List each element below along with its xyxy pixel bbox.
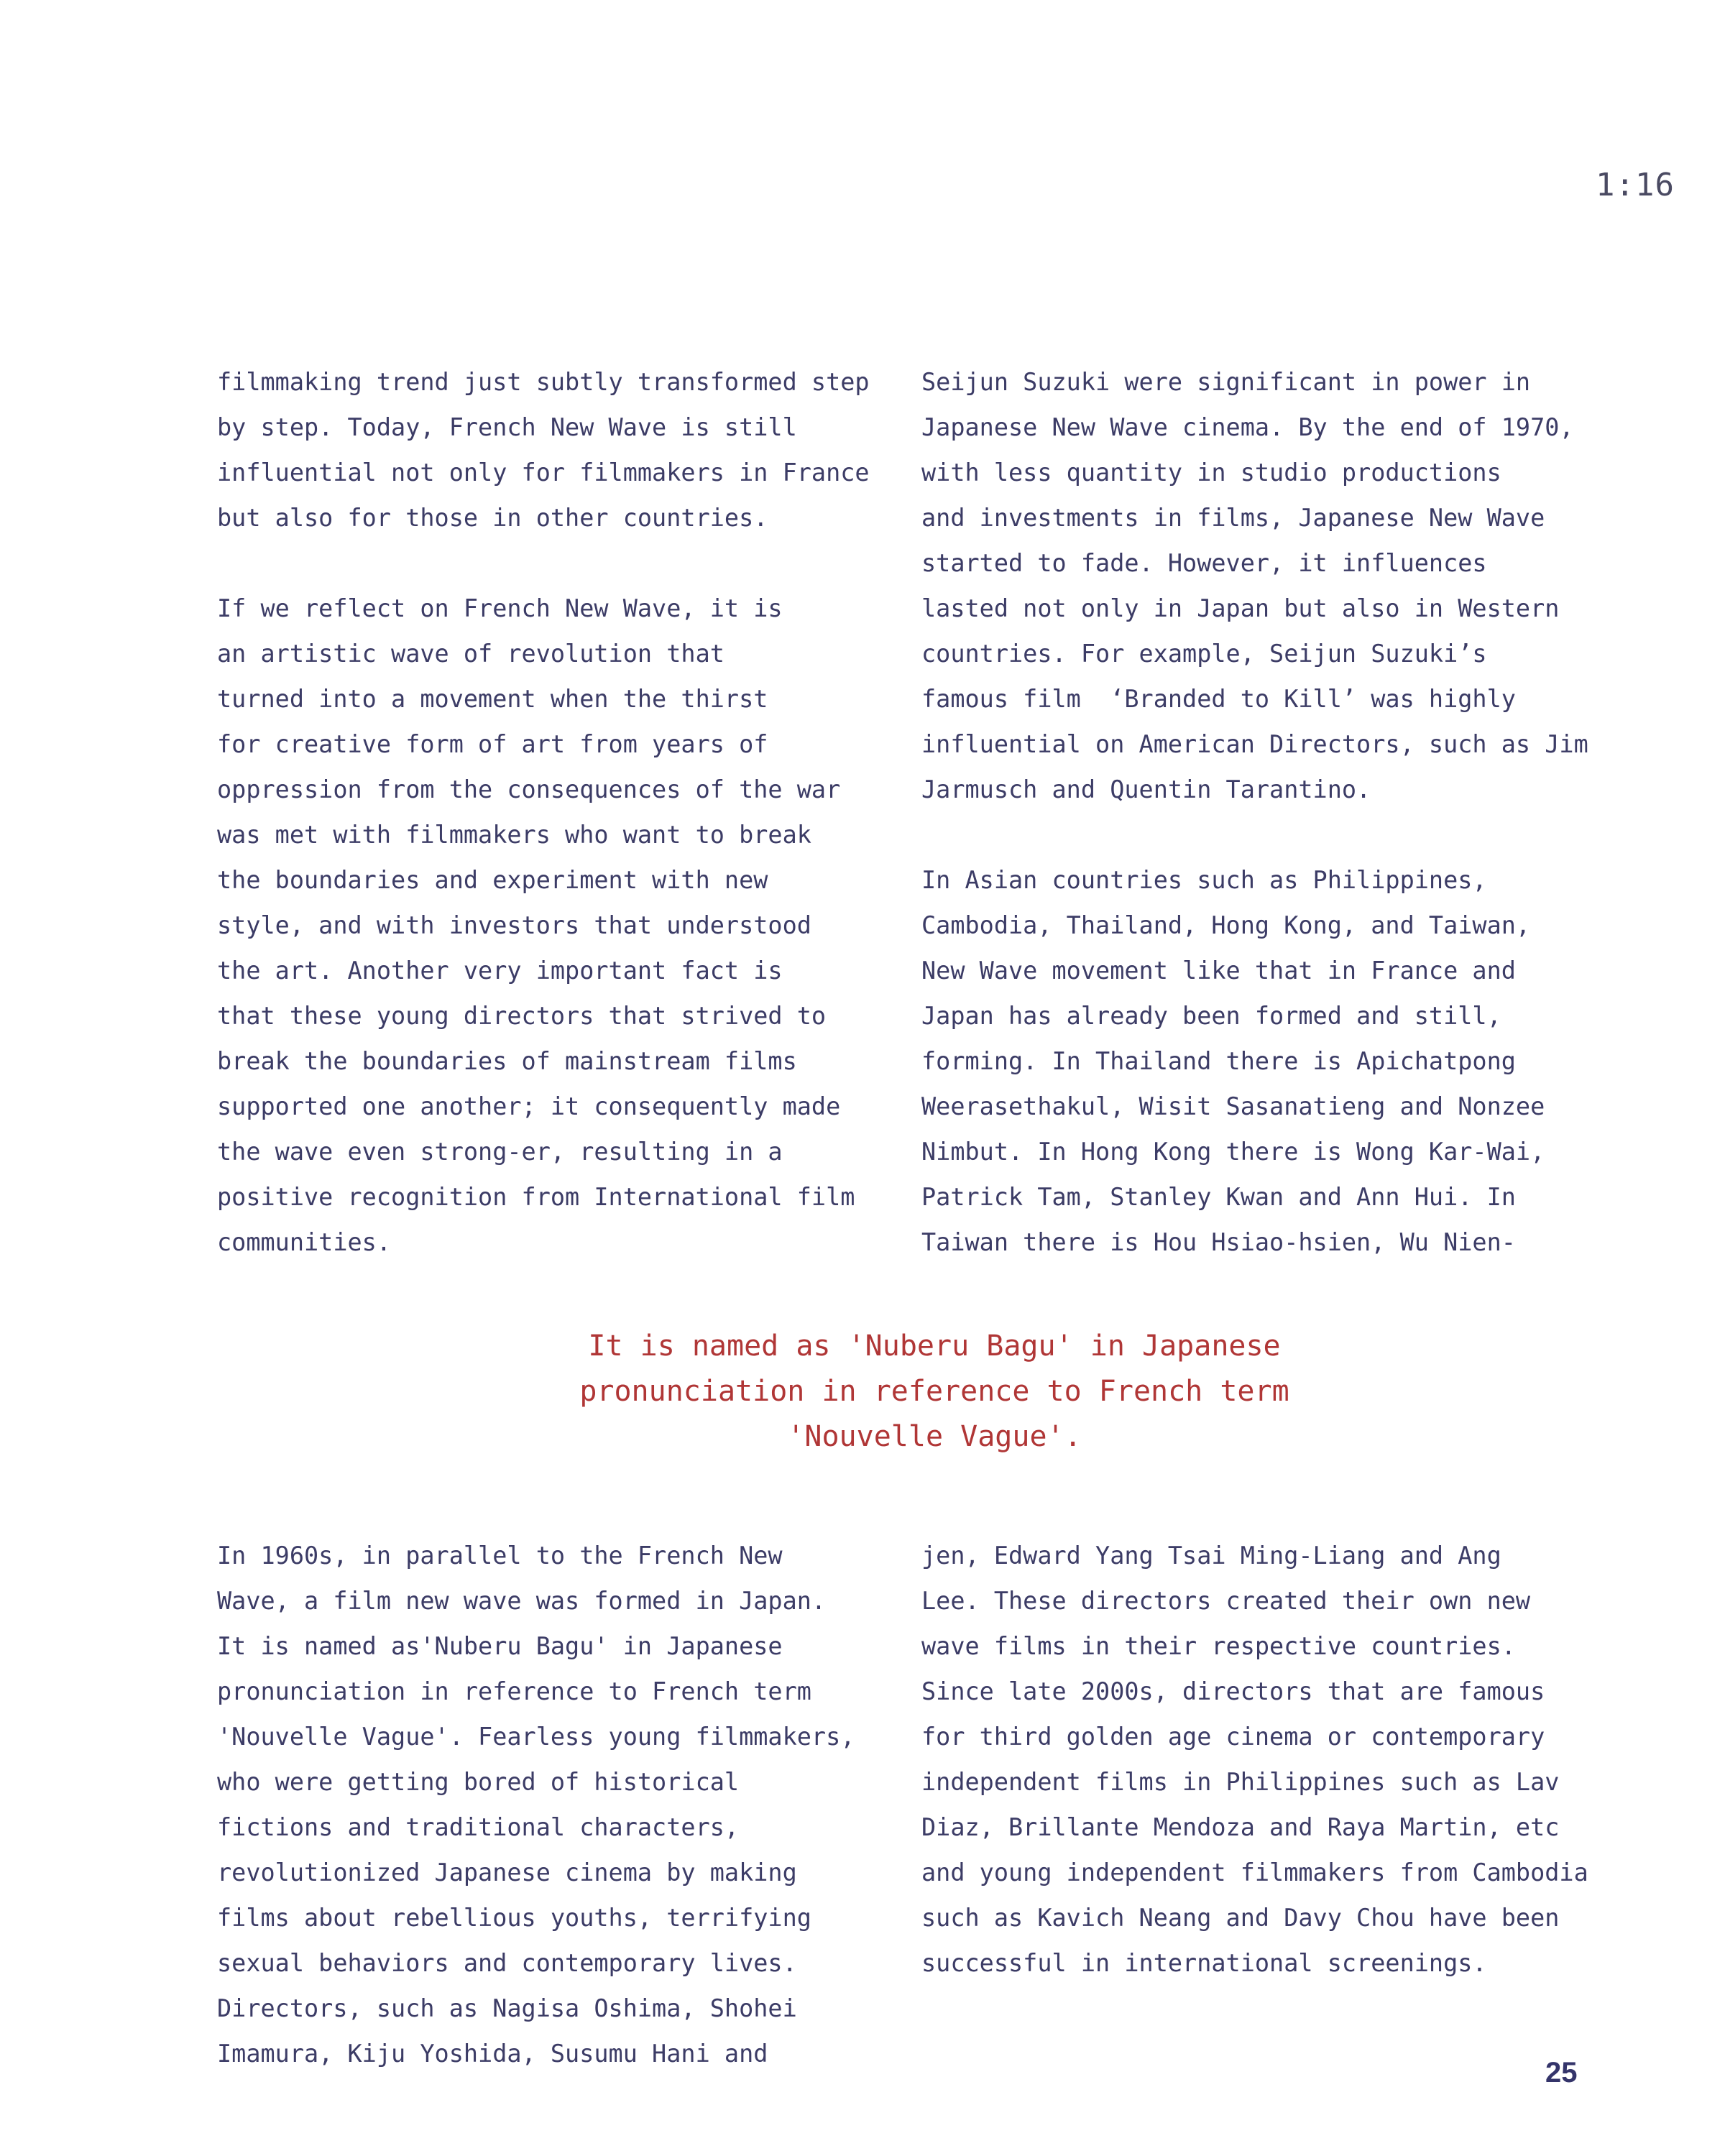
column-top-left [217, 359, 870, 1265]
text-line: filmmaking trend just subtly transformed step [217, 368, 870, 396]
text-line: lasted not only in Japan but also in Western [921, 594, 1560, 622]
text-line: It is named as'Nuberu Bagu' in Japanese [217, 1632, 783, 1660]
text-line: countries. For example, Seijun Suzuki’s [921, 640, 1487, 668]
text-line: by step. Today, French New Wave is still [217, 413, 797, 441]
timecode-label: 1:16 [1596, 167, 1675, 203]
text-line: revolutionized Japanese cinema by making [217, 1858, 797, 1886]
text-line: pronunciation in reference to French term [217, 1677, 811, 1705]
text-line: Lee. These directors created their own new [921, 1587, 1531, 1615]
text-line: Taiwan there is Hou Hsiao-hsien, Wu Nien- [921, 1228, 1516, 1256]
text-line: the boundaries and experiment with new [217, 866, 768, 894]
body-paragraph [921, 359, 1588, 812]
text-line: and investments in films, Japanese New Wave [921, 504, 1545, 532]
column-bottom-right [921, 1533, 1588, 1986]
page-number: 25 [1545, 2057, 1578, 2088]
text-line: who were getting bored of historical [217, 1768, 740, 1796]
pull-quote-line: It is named as 'Nuberu Bagu' in Japanese [588, 1330, 1281, 1363]
column-top-right [921, 359, 1588, 1265]
body-paragraph [921, 1533, 1588, 1986]
body-paragraph [217, 359, 870, 540]
text-line: that these young directors that strived to [217, 1002, 827, 1030]
text-line: started to fade. However, it influences [921, 549, 1487, 577]
pull-quote [431, 1324, 1438, 1460]
text-line: Japan has already been formed and still, [921, 1002, 1501, 1030]
text-line: influential not only for filmmakers in France [217, 459, 870, 487]
text-line: Imamura, Kiju Yoshida, Susumu Hani and [217, 2040, 768, 2068]
text-line: 'Nouvelle Vague'. Fearless young filmmakers, [217, 1723, 855, 1751]
text-line: jen, Edward Yang Tsai Ming-Liang and Ang [921, 1542, 1501, 1570]
text-line: Since late 2000s, directors that are famous [921, 1677, 1545, 1705]
text-line: the wave even strong-er, resulting in a [217, 1138, 783, 1166]
text-line: an artistic wave of revolution that [217, 640, 724, 668]
column-bottom-left [217, 1533, 855, 2076]
text-line: Wave, a film new wave was formed in Japan. [217, 1587, 827, 1615]
text-line: oppression from the consequences of the war [217, 775, 841, 803]
pull-quote-line: pronunciation in reference to French term [579, 1375, 1289, 1408]
text-line: Directors, such as Nagisa Oshima, Shohei [217, 1994, 797, 2022]
text-line: supported one another; it consequently made [217, 1092, 841, 1120]
text-line: New Wave movement like that in France and [921, 957, 1516, 985]
text-line: influential on American Directors, such as Jim [921, 730, 1588, 758]
text-line: Patrick Tam, Stanley Kwan and Ann Hui. In [921, 1183, 1516, 1211]
text-line: independent films in Philippines such as Lav [921, 1768, 1560, 1796]
text-line: for creative form of art from years of [217, 730, 768, 758]
text-line: turned into a movement when the thirst [217, 685, 768, 713]
text-line: positive recognition from International film [217, 1183, 855, 1211]
text-line: Nimbut. In Hong Kong there is Wong Kar-Wai, [921, 1138, 1545, 1166]
text-line: with less quantity in studio productions [921, 459, 1501, 487]
text-line: the art. Another very important fact is [217, 957, 783, 985]
pull-quote-line: 'Nouvelle Vague'. [787, 1420, 1082, 1453]
text-line: Japanese New Wave cinema. By the end of 1970, [921, 413, 1574, 441]
text-line: famous film ‘Branded to Kill’ was highly [921, 685, 1516, 713]
text-line: successful in international screenings. [921, 1949, 1487, 1977]
text-line: Weerasethakul, Wisit Sasanatieng and Nonzee [921, 1092, 1545, 1120]
text-line: wave films in their respective countries. [921, 1632, 1516, 1660]
text-line: for third golden age cinema or contemporary [921, 1723, 1545, 1751]
text-line: but also for those in other countries. [217, 504, 768, 532]
text-line: communities. [217, 1228, 392, 1256]
text-line: Cambodia, Thailand, Hong Kong, and Taiwan, [921, 911, 1531, 939]
text-line: break the boundaries of mainstream films [217, 1047, 797, 1075]
text-line: Seijun Suzuki were significant in power in [921, 368, 1531, 396]
text-line: In Asian countries such as Philippines, [921, 866, 1487, 894]
text-line: Jarmusch and Quentin Tarantino. [921, 775, 1371, 803]
text-line: forming. In Thailand there is Apichatpong [921, 1047, 1516, 1075]
text-line: and young independent filmmakers from Cambodia [921, 1858, 1588, 1886]
text-line: films about rebellious youths, terrifying [217, 1904, 811, 1932]
text-line: was met with filmmakers who want to break [217, 821, 811, 849]
text-line: fictions and traditional characters, [217, 1813, 740, 1841]
body-paragraph [217, 1533, 855, 2076]
text-line: In 1960s, in parallel to the French New [217, 1542, 783, 1570]
text-line: If we reflect on French New Wave, it is [217, 594, 783, 622]
text-line: Diaz, Brillante Mendoza and Raya Martin, etc [921, 1813, 1560, 1841]
body-paragraph [217, 586, 855, 1265]
text-line: style, and with investors that understood [217, 911, 811, 939]
text-line: sexual behaviors and contemporary lives. [217, 1949, 797, 1977]
body-paragraph [921, 857, 1554, 1265]
text-line: such as Kavich Neang and Davy Chou have been [921, 1904, 1560, 1932]
